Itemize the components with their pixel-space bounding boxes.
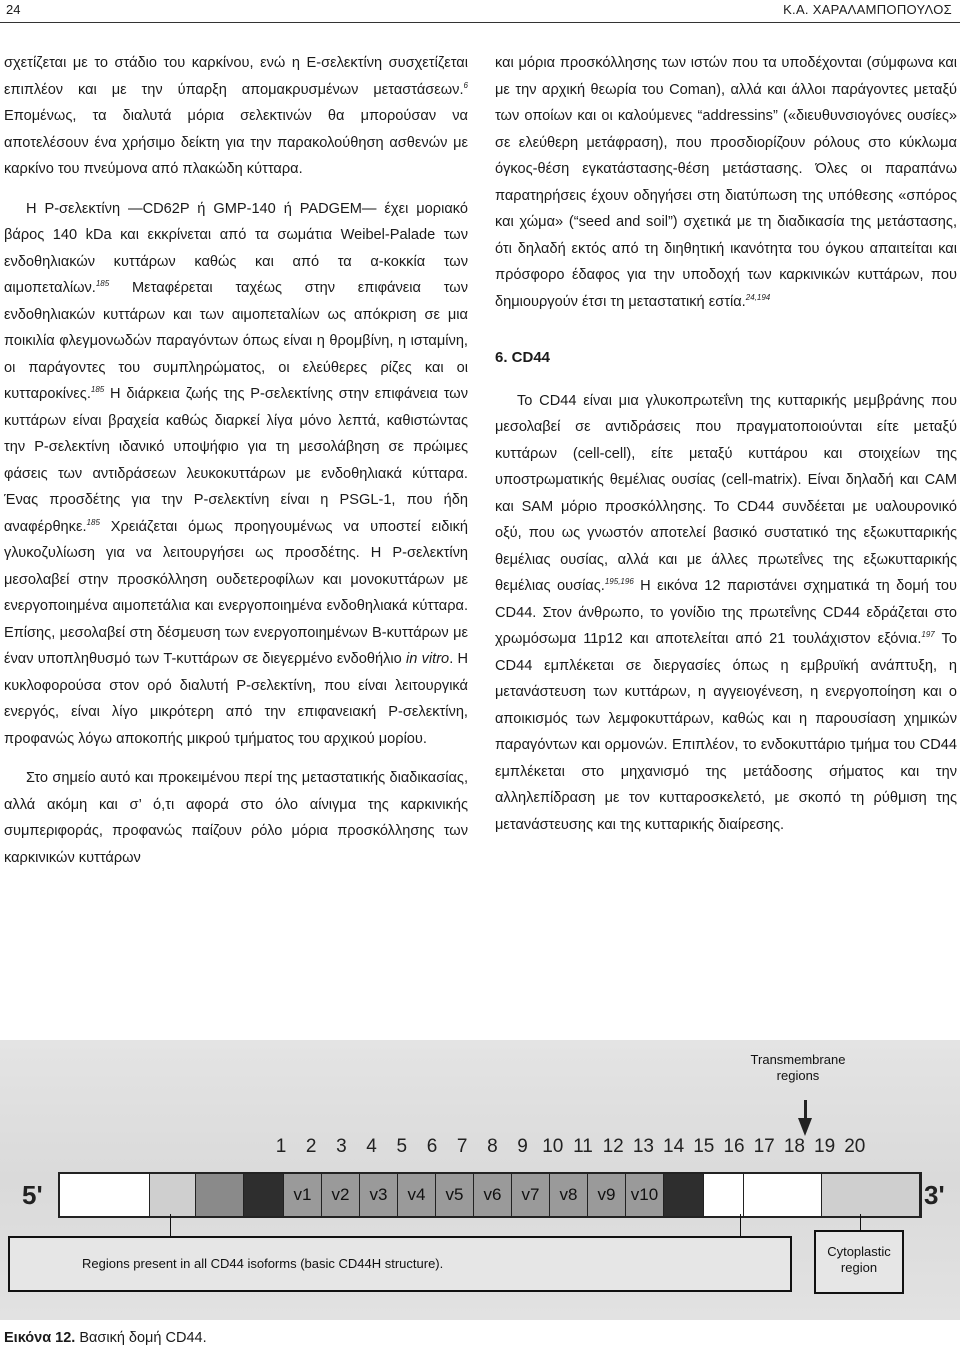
exon-segment [244, 1174, 284, 1216]
exon-segment [196, 1174, 244, 1216]
variant-exon: v3 [360, 1174, 398, 1216]
citation: 197 [921, 630, 935, 639]
leader-line [860, 1214, 861, 1230]
exon-segment [704, 1174, 744, 1216]
running-author: Κ.Α. ΧΑΡΑΛΑΜΠΟΠΟΥΛΟΣ [783, 2, 952, 17]
citation: 185 [90, 385, 105, 394]
transmembrane-label: Transmembrane regions [750, 1052, 846, 1083]
paragraph: και μόρια προσκόλλησης των ιστών που τα υποδέχονται (σύμφωνα και με την αρχική θεωρία του Coman), αλλά και άλλοι παράγοντες μεταξύ των οποίων και οι καλούμενες “addressins” («διευθυνσιογόνες ουσίες» σε ελεύθερη μετάφραση), που προσδιορίζουν ρόλους στο κύκλωμα όγκος-θέση εγκατάστασης-θέση μετάστασης. Όλες οι παραπάνω παρατηρήσεις έχουν οδηγήσει στη διατύπωση της υπόθεσης «σπόρος και χώμα» (“seed and soil”) σχετικά με τη διαδικασία της μετάστασης, ότι δηλαδή εκτός από τη διηθητική ικανότητα του όγκου απαιτείται και πρόσφορο έδαφος για την υποδοχή των καρκινικών κυττάρων, που δημιουργούν έτσι τη μεταστατική εστία.$^{24,194}$ [495, 55, 957, 310]
variant-exon: v9 [588, 1174, 626, 1216]
exon-number: 10 [542, 1136, 564, 1157]
paragraph: Το CD44 είναι μια γλυκοπρωτεΐνη της κυτταρικής μεμβράνης που μεσολαβεί σε αντιδράσεις που πραγματοποιούνται είτε μεταξύ κυττάρων (cell-cell), είτε μεταξύ κυττάρου και στοιχείων της υποστρωματικής θεμέλιας ουσίας (cell-matrix). Είναι δηλαδή και CAM και SAM μόριο προσκόλλησης. Το CD44 συνδέεται με υαλουρονικό οξύ, που ως γνωστόν αποτελεί βασικό συστατικό της εξωκυτταρικής θεμέλιας ουσίας, αλλά και με άλλες πρωτεΐνες της εξωκυτταρικής θεμέλιας ουσίας.$^{195,196}$ Η εικόνα 12 παριστάνει σχηματικά τη δομή του CD44. Στον άνθρωπο, το γονίδιο της πρωτεΐνης CD44 εδράζεται στο χρωμόσωμα 11p12 και αποτελείται από 21 τουλάχιστον εξόνια.$^{197}$ Το CD44 εμπλέκεται σε διεργασίες όπως η εμβρυϊκή ανάπτυξη, η μετανάστευση των κυττάρων, η αγγειογένεση, η ενεργοποίηση και ο αποικισμός των λεμφοκυττάρων, καθώς και η παρουσίαση χημικών παραγόντων και ορμονών. Επιπλέον, το ενδοκυττάριο τμήμα του CD44 εμπλέκεται στο μηχανισμό της μετάδοσης σήματος και την αλληλεπίδραση με τον κυτταροσκελετό, με σκοπό τη ρύθμιση της μετανάστευσης και της κυτταρικής διαίρεσης. [495, 392, 957, 833]
citation: 24,194 [745, 292, 771, 302]
variant-exon: v4 [398, 1174, 436, 1216]
cytoplastic-label: Cytoplastic region [827, 1244, 891, 1275]
variant-exon: v7 [512, 1174, 550, 1216]
three-prime-end: 3' [924, 1180, 945, 1210]
exon-number: 16 [723, 1136, 745, 1157]
down-arrow-icon [798, 1118, 812, 1136]
exon-number: 14 [663, 1136, 685, 1157]
paragraph: Η P-σελεκτίνη —CD62P ή GMP-140 ή PADGEM— έχει μοριακό βάρος 140 kDa και εκκρίνεται από τα σωμάτια Weibel-Palade των ενδοθηλιακών κυττάρων καθώς και από τα α-κοκκία των αιμοπεταλίων.$^{185}$ Μεταφέρεται ταχέως στην επιφάνεια των ενδοθηλιακών κυττάρων και των αιμοπεταλίων ως απόκριση σε μια ποικιλία φλεγμονωδών παραγόντων όπως είναι η θρομβίνη, η ισταμίνη, οι παράγοντες του συμπληρώματος, οι ελεύθερες ρίζες και οι κυτταροκίνες.$^{185}$ Η διάρκεια ζωής της P-σελεκτίνης στην επιφάνεια των κυττάρων είναι βραχεία καθώς διαρκεί λίγα μόνο λεπτά, καθιστώντας την P-σελεκτίνη ιδανικό υποψήφιο για τη μεσολάβηση σε πρώιμες φάσεις των αντιδράσεων λευκοκυττάρων με ενδοθηλιακά κύτταρα. Ένας προσδέτης για την P-σελεκτίνη είναι η PSGL-1, που ήδη αναφέρθηκε.$^{185}$ Χρειάζεται όμως προηγουμένως να υποστεί ειδική γλυκοζυλίωση για να λειτουργήσει ως προσδέτης. Η P-σελεκτίνη μεσολαβεί στην προσκόλληση ουδετεροφίλων και μονοκυττάρων με ενεργοποιημένα αιμοπετάλια και ενεργοποιημένα ενδοθηλιακά κύτταρα. Επίσης, μεσολαβεί στη δέσμευση των ενεργοποιημένων B-κυττάρων με έναν υποπληθυσμό των T-κυττάρων σε διεγερμένο ενδοθήλιο in vitro. Η κυκλοφορούσα στον ορό διαλυτή P-σελεκτίνη, που είναι λειτουργικά ενεργός, είναι λίγο μικρότερη από την επιφανειακή P-σελεκτίνη, προφανώς λόγω αποκοπής μικρού τμήματος του αρχικού μορίου. [4, 200, 469, 747]
leader-line [740, 1214, 741, 1236]
page-number: 24 [6, 2, 21, 17]
exon-number: 19 [814, 1136, 836, 1157]
right-column [495, 50, 957, 838]
exon-number: 1 [275, 1136, 287, 1157]
variant-exon: v1 [284, 1174, 322, 1216]
exon-number: 7 [456, 1136, 468, 1157]
exon-bar [58, 1172, 922, 1218]
exon-number: 18 [783, 1136, 805, 1157]
cytoplastic-label-box [814, 1230, 904, 1294]
caption-label: Εικόνα 12. [4, 1330, 76, 1346]
arrow-stem [804, 1100, 807, 1120]
paragraph: σχετίζεται με το στάδιο του καρκίνου, ενώ η E-σελεκτίνη συσχετίζεται επιπλέον και με την ύπαρξη απομακρυσμένων μεταστάσεων.$^6$ Επομένως, τα διαλυτά μόρια σελεκτινών θα μπορούσαν να αποτελέσουν ένα χρήσιμο δείκτη για την παρακολούθηση ασθενών με καρκίνο του πνεύμονα από πλακώδη κύτταρα. [4, 55, 468, 177]
exon-number: 5 [396, 1136, 408, 1157]
citation: 185 [86, 517, 100, 527]
exon-number: 12 [602, 1136, 624, 1157]
exon-segment [664, 1174, 704, 1216]
five-prime-end: 5' [22, 1180, 43, 1210]
citation: 6 [463, 80, 468, 90]
cd44-structure-figure [0, 1040, 960, 1320]
exon-segment [744, 1174, 822, 1216]
exon-segment [822, 1174, 920, 1216]
exon-number: 3 [336, 1136, 347, 1157]
exon-number: 6 [426, 1136, 438, 1157]
exon-segment [150, 1174, 196, 1216]
page-header [0, 0, 960, 24]
exon-number: 11 [573, 1136, 593, 1157]
citation: 195,196 [604, 577, 634, 586]
exon-number: 17 [753, 1136, 775, 1157]
regions-label-box [8, 1236, 792, 1292]
exon-number: 20 [844, 1136, 866, 1157]
section-heading: 6. CD44 [495, 349, 551, 366]
exon-number: 13 [632, 1136, 654, 1157]
caption-text: Βασική δομή CD44. [75, 1330, 207, 1346]
paragraph: Στο σημείο αυτό και προκειμένου περί της μεταστατικής διαδικασίας, αλλά ακόμη και σ’ ό,τι αφορά στο όλο αίνιγμα της καρκινικής συμπεριφοράς, προφανώς παίζουν ρόλο μόρια προσκόλλησης των καρκινικών κυττάρων [4, 770, 468, 866]
figure-caption [4, 1330, 207, 1346]
variant-exon: v2 [322, 1174, 360, 1216]
variant-exon: v8 [550, 1174, 588, 1216]
exon-number: 2 [305, 1136, 317, 1157]
left-column [4, 50, 468, 871]
variant-exon: v6 [474, 1174, 512, 1216]
exon-number: 4 [366, 1136, 377, 1157]
exon-number: 15 [693, 1136, 715, 1157]
variant-exon: v10 [626, 1174, 664, 1216]
leader-line [170, 1214, 171, 1236]
header-rule [0, 22, 960, 23]
exon-segment [60, 1174, 150, 1216]
citation: 185 [95, 279, 110, 288]
variant-exon: v5 [436, 1174, 474, 1216]
exon-number: 9 [517, 1136, 528, 1157]
exon-number: 8 [487, 1136, 498, 1157]
regions-label: Regions present in all CD44 isoforms (basic CD44H structure). [82, 1256, 444, 1271]
